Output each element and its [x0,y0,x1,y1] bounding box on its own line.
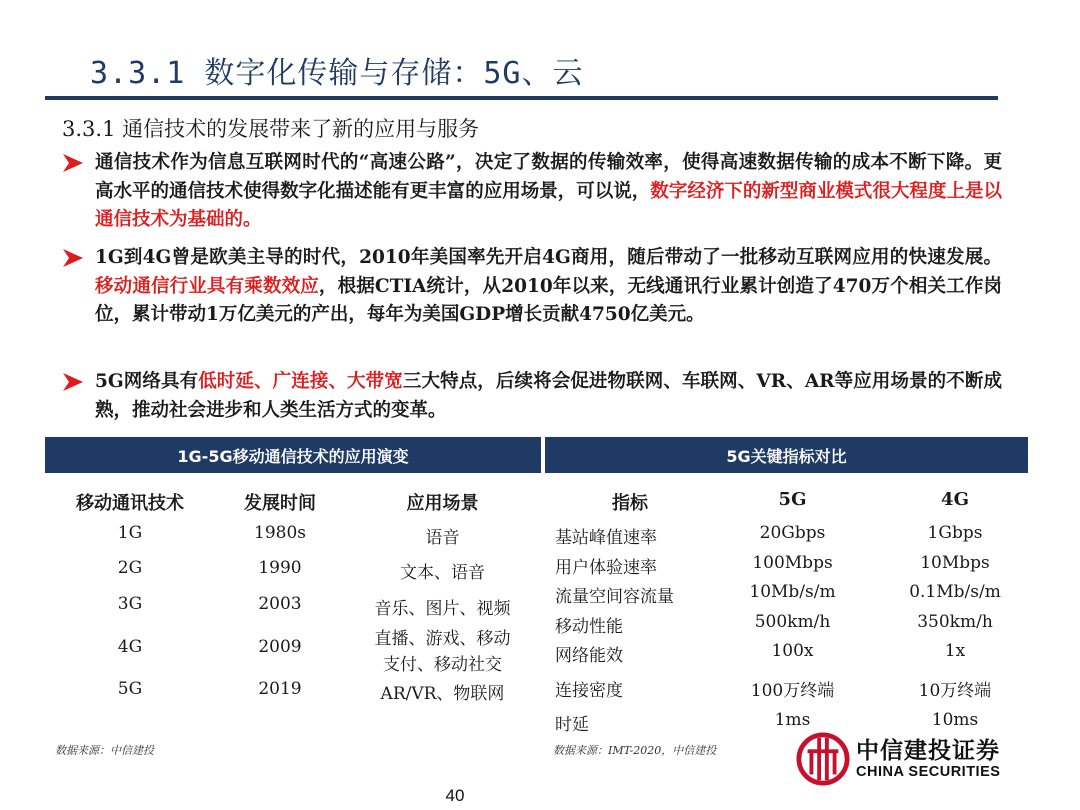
page-title: 3.3.1 数字化传输与存储：5G、云 [90,56,584,91]
table-cell: 10万终端 [918,681,992,701]
table-cell: 1ms [774,710,811,730]
table-cell: 网络能效 [555,646,623,666]
table-cell: 10Mb/s/m [749,582,836,602]
table-cell: 0.1Mb/s/m [909,582,1001,602]
right-data-source: 数据来源：IMT-2020，中信建投 [553,744,717,757]
column-header: 5G [778,489,807,510]
column-header: 指标 [612,493,648,514]
table-cell: 移动性能 [555,617,623,637]
table-cell: 3G [117,594,143,614]
company-logo [796,730,1026,790]
table-cell: 4G [117,637,143,657]
logo-chinese-name: 中信建投证券 [856,738,1000,764]
table-cell: 2G [117,558,143,578]
bullet-segment: 5G网络具有 [95,371,199,392]
table-cell: 语音 [425,528,460,548]
table-cell: 音乐、图片、视频 [374,599,511,619]
table-cell: 2003 [258,594,302,614]
table-cell: 文本、语音 [400,563,485,583]
column-header: 移动通讯技术 [76,493,184,514]
bullet-segment: 通信技术作为信息互联网时代的“高速公路”，决定了数据的传输效率，使得高速数据传输的成本不断下降。更高水平的通信技术使得数字化描述能有更丰富的应用场景，可以说， [95,152,1002,202]
table-cell: 时延 [555,715,589,735]
table-cell: 350km/h [917,612,993,632]
table-cell: 连接密度 [555,681,623,701]
bullet-highlight: 数字经济下的新型商业模式很大程度上是以通信技术为基础的。 [95,180,1002,230]
section-subtitle: 3.3.1 通信技术的发展带来了新的应用与服务 [62,117,480,141]
table-cell: 1G [117,523,143,543]
left-table-title: 1G-5G移动通信技术的应用演变 [45,437,541,473]
column-header: 发展时间 [244,493,316,514]
table-cell: AR/VR、物联网 [380,684,505,704]
table-cell: 100万终端 [750,681,835,701]
right-table-title: 5G关键指标对比 [545,437,1028,473]
column-header: 应用场景 [406,493,479,514]
table-cell: 1980s [254,523,306,543]
table-cell: 100x [771,641,814,661]
page-number: 40 [445,786,465,805]
bullet-highlight: 低时延、广连接、大带宽 [198,371,403,392]
table-cell: 1990 [258,558,302,578]
left-data-source: 数据来源：中信建投 [55,744,154,757]
table-cell: 10Mbps [920,553,990,573]
table-cell: 2009 [258,637,302,657]
table-cell: 流量空间容流量 [555,587,674,607]
bullet-segment: ，根据CTIA统计，从2010年以来，无线通讯行业累计创造了470万个相关工作岗位，累计带动1万亿美元的产出，每年为美国GDP增长贡献4750亿美元。 [95,275,1002,325]
table-cell: 用户体验速率 [555,558,657,578]
logo-english-name: CHINA SECURITIES [856,764,1001,780]
table-cell: 2019 [258,679,302,699]
china-securities-logo-icon [796,732,850,786]
table-cell: 20Gbps [759,523,826,543]
table-cell: 支付、移动社交 [383,655,502,675]
table-cell: 1x [944,641,966,661]
table-cell: 10ms [931,710,979,730]
column-header: 4G [941,489,969,510]
table-cell: 100Mbps [752,553,833,573]
table-cell: 1Gbps [927,523,983,543]
bullet-segment: 1G到4G曾是欧美主导的时代，2010年美国率先开启4G商用，随后带动了一批移动互联网应用的快速发展。 [95,247,1002,268]
bullet-highlight: 移动通信行业具有乘数效应 [95,275,319,297]
table-cell: 5G [117,679,143,699]
table-cell: 500km/h [754,612,831,632]
table-cell: 直播、游戏、移动 [374,629,511,649]
table-cell: 基站峰值速率 [555,528,657,548]
bullet-segment: 三大特点，后续将会促进物联网、车联网、VR、AR等应用场景的不断成熟，推动社会进步和人类生活方式的变革。 [95,371,1002,421]
